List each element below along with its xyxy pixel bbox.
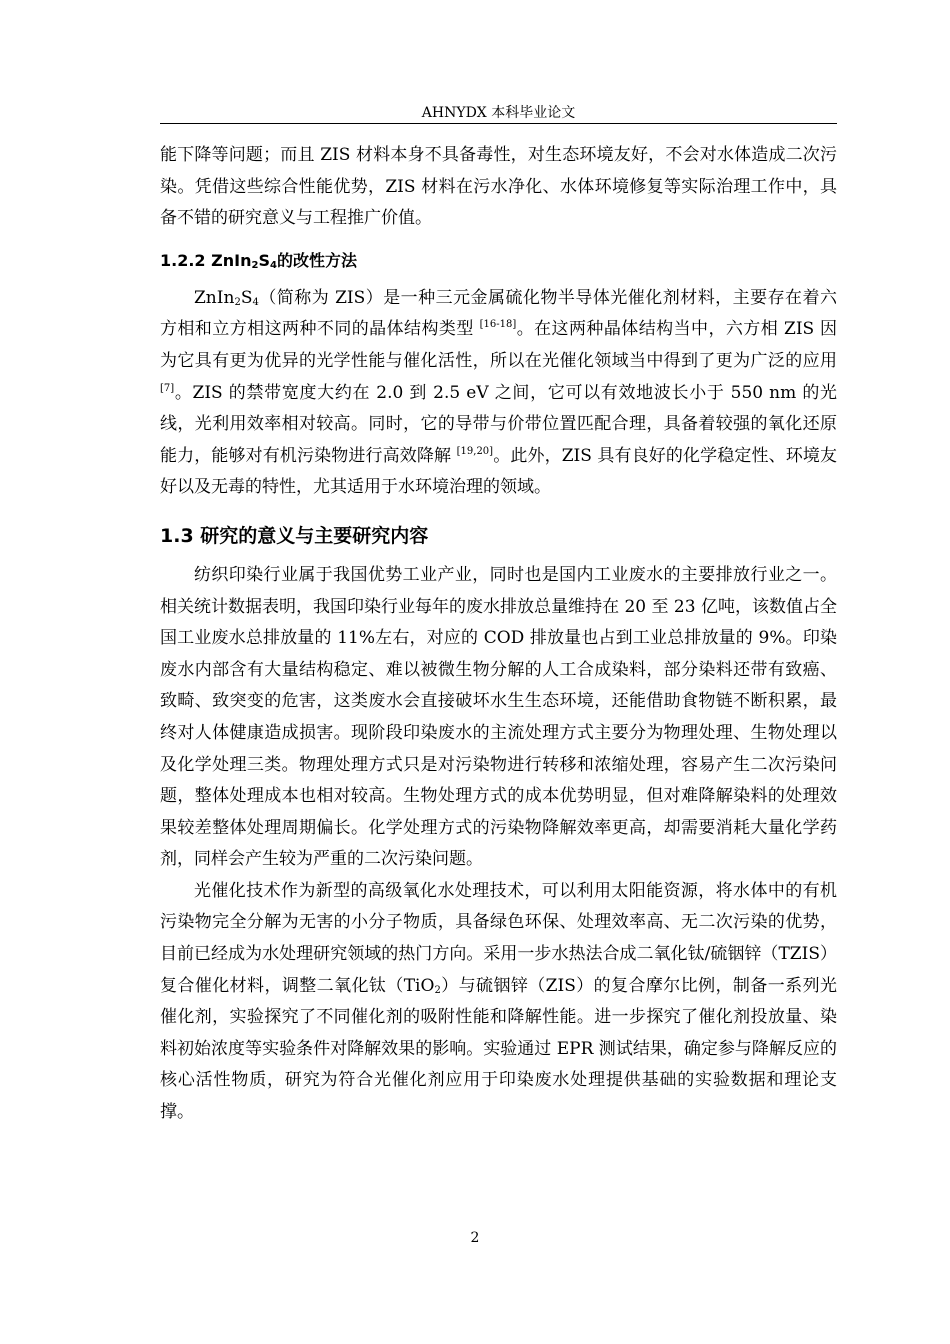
page-number: 2 xyxy=(470,1230,480,1246)
citation-ref: [16-18] xyxy=(479,319,517,331)
header-rule xyxy=(160,123,837,124)
paragraph-zis-intro: $ZnIn_2S_4$（简称为 ZIS）是一种三元金属硫化物半导体光催化剂材料，主要存在着六方相和立方相这两种不同的晶体结构类型 [16-18]。在这两种晶体结构当中，六方相 ZIS 因为它具有更为优异的光学性能与催化活性，所以在光催化领域当中得到了更为广泛的应用[7]。ZIS 的禁带宽度大约在 2.0 到 2.5 eV 之间，它可以有效地波长小于 550 nm 的光线，光利用效率相对较高。同时，它的导带与价带位置匹配合理，具备着较强的氧化还原能力，能够对有机污染物进行高效降解 [19,20]。此外，ZIS 具有良好的化学稳定性、环境友好以及无毒的特性，尤其适用于水环境治理的领域。 xyxy=(160,287,838,498)
section-heading-1-2-2: 1.2.2 $ZnIn_2S_4$的改性方法 xyxy=(160,250,357,271)
page-body xyxy=(160,140,837,1129)
page-header: AHNYDX 本科毕业论文 xyxy=(421,105,576,121)
paragraph-photocatalysis: 光催化技术作为新型的高级氧化水处理技术，可以利用太阳能资源，将水体中的有机污染物完全分解为无害的小分子物质，具备绿色环保、处理效率高、无二次污染的优势，目前已经成为水处理研究领域的热门方向。采用一步水热法合成二氧化钛/硫铟锌（TZIS）复合催化材料，调整二氧化钛（TiO$_2$）与硫铟锌（ZIS）的复合摩尔比例，制备一系列光催化剂，实验探究了不同催化剂的吸附性能和降解性能。进一步探究了催化剂投放量、染料初始浓度等实验条件对降解效果的影响。实验通过 EPR 测试结果，确定参与降解反应的核心活性物质，研究为符合光催化剂应用于印染废水处理提供基础的实验数据和理论支撑。 xyxy=(160,880,837,1123)
paragraph-dyeing-wastewater: 纺织印染行业属于我国优势工业产业，同时也是国内工业废水的主要排放行业之一。相关统计数据表明，我国印染行业每年的废水排放总量维持在 20 至 23 亿吨，该数值占全国工业废水总排放量的 11%左右，对应的 COD 排放量也占到工业总排放量的 9%。印染废水内部含有大量结构稳定、难以被微生物分解的人工合成染料，部分染料还带有致癌、致畸、致突变的危害，这类废水会直接破坏水生生态环境，还能借助食物链不断积累，最终对人体健康造成损害。现阶段印染废水的主流处理方式主要分为物理处理、生物处理以及化学处理三类。物理处理方式只是对污染物进行转移和浓缩处理，容易产生二次污染问题，整体处理成本也相对较高。生物处理方式的成本优势明显，但对难降解染料的处理效果较差整体处理周期偏长。化学处理方式的污染物降解效率更高，却需要消耗大量化学药剂，同样会产生较为严重的二次污染问题。 xyxy=(160,564,837,870)
section-heading-1-3: 1.3 研究的意义与主要研究内容 xyxy=(160,524,429,547)
citation-ref: [19,20] xyxy=(456,445,494,457)
paragraph-continued: 能下降等问题；而且 ZIS 材料本身不具备毒性，对生态环境友好，不会对水体造成二次污染。凭借这些综合性能优势，ZIS 材料在污水净化、水体环境修复等实际治理工作中，具备不错的研究意义与工程推广价值。 xyxy=(160,145,837,229)
citation-ref: [7] xyxy=(160,382,175,394)
section-number: 1.2.2 xyxy=(160,250,206,270)
